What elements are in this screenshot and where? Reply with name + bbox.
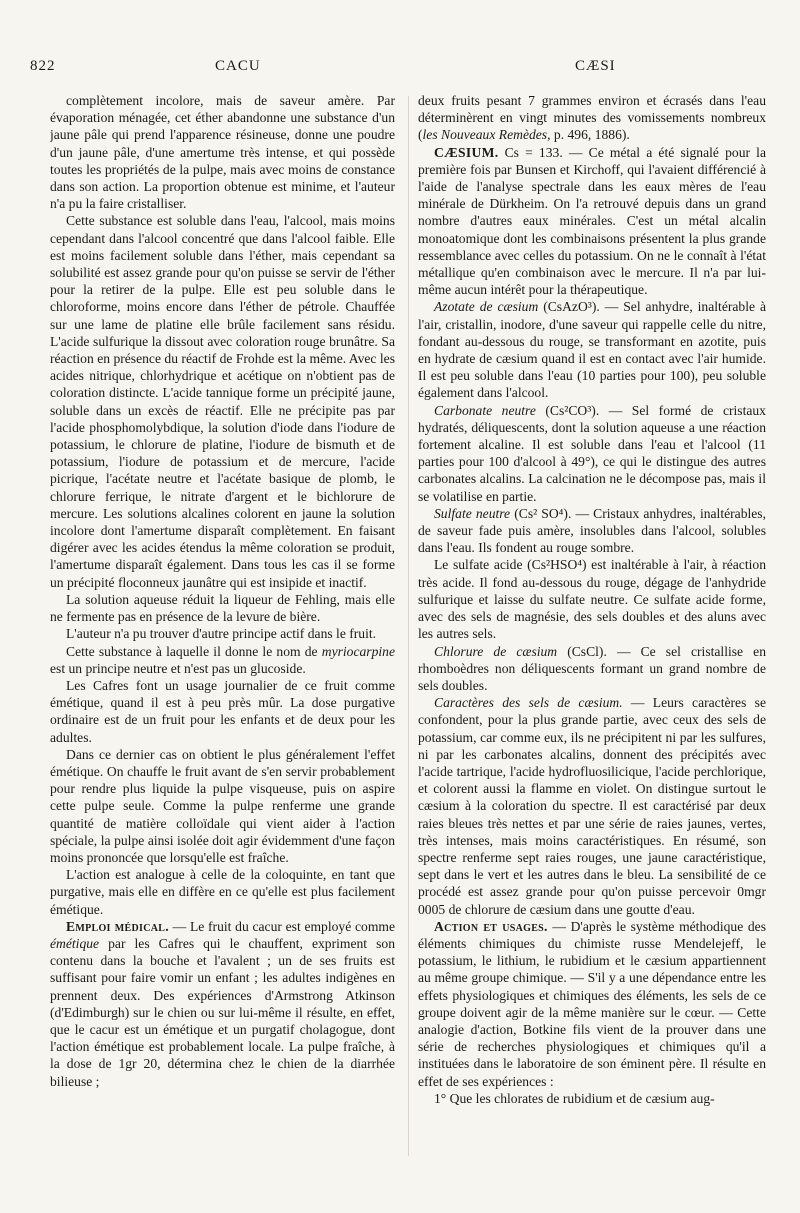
page-number: 822 [30,58,56,74]
paragraph-text: — Le fruit du cacur est employé comme [168,918,395,934]
left-running-head: CACU [215,58,261,74]
column-divider [408,96,409,1156]
entry-heading: CÆSIUM. [434,144,499,160]
paragraph [50,92,395,212]
paragraph [418,1090,766,1107]
paragraph-text: Dans ce dernier cas on obtient le plus généralement l'effet émétique. On chauffe le fruit avant de s'en servir probablement pour rendre plus liquide la pulpe visqueuse, puis on aspire cette pulpe seule. Comme la pulpe renferme une grande quantité de matière colloïdale qui vient aider à l'action spéciale, la pulpe ainsi isolée doit agir évidemment d'une façon moins prononcée que lorsqu'elle est fraîche. [50,746,395,865]
paragraph-text: L'action est analogue à celle de la coloquinte, en tant que purgative, mais elle en diffère en ce qu'elle est plus facilement émétique. [50,867,395,917]
paragraph-text: (CsCl). — Ce sel cristallise en rhomboèdres non déliquescents formant un grand nombre de sels doubles. [418,643,766,693]
paragraph-text: Cette substance à laquelle il donne le nom de [66,643,322,659]
paragraph-text: est un principe neutre et n'est pas un glucoside. [50,660,306,676]
running-header [30,58,770,80]
paragraph-text: deux fruits pesant 7 grammes environ et écrasés dans l'eau déterminèrent en vingt minutes des vomissements nombreux ( [418,93,766,143]
paragraph-text: complètement incolore, mais de saveur amère. Par évaporation ménagée, cet éther abandonne une substance d'un jaune pâle qui prend l'apparence résineuse, donne une poudre d'un jaune pâle, d'une amertume très intense, et qui possède toutes les propriétés de la pulpe, mais avec moins de constance dans son action. La proportion obtenue est minime, et l'auteur n'a pu la faire cristalliser. [50,93,395,212]
paragraph [418,505,766,557]
paragraph-text: (Cs²CO³). — Sel formé de cristaux hydratés, déliquescents, dont la solution aqueuse a une réaction fortement alcaline. Il est soluble dans l'eau et l'alcool (11 parties pour 100 d'alcool à 49°), ce qui le distingue des autres carbonates alcalins. La calcination ne le décompose pas, mais il se volatilise en partie. [418,402,766,504]
paragraph-text: — Leurs caractères se confondent, pour la plus grande partie, avec ceux des sels de potassium, car comme eux, ils ne précipitent ni par les sulfures, ni par les carbonates alcalins, donnent des précipités avec l'acide tartrique, l'acide hydrofluosilicique, l'acide perchlorique, et colorent aussi la flamme en violet. On distingue surtout le cæsium à la coloration du spectre. Il est caractérisé par deux raies bleues très nettes et par une série de raies jaunes, vertes, très intenses, mais moins caractéristiques. En résumé, son spectre renferme sept raies rouges, une jaune caractéristique, sept dans le vert et les autres dans le bleu. La sensibilité de ce procédé est assez grande pour qu'on puisse percevoir 0mgr 0005 de chlorure de cæsium dans une goutte d'eau. [418,695,766,917]
paragraph [50,866,395,918]
paragraph-text: La solution aqueuse réduit la liqueur de Fehling, mais elle ne fermente pas en présence de la levure de bière. [50,591,395,625]
paragraph-text: Cette substance est soluble dans l'eau, l'alcool, mais moins cependant dans l'alcool concentré que dans l'alcool faible. Elle est moins facilement soluble dans l'éther, mais cependant sa solubilité est assez grande pour qu'on puisse se servir de l'éther pour la retirer de la pulpe. Elle est peu soluble dans le chloroforme, moins encore dans l'éther de pétrole. Chauffée sur une lame de platine elle brûle facilement sans résidu. L'acide sulfurique la dissout avec coloration rouge brunâtre. Sa réaction en présence du réactif de Frohde est la même. Avec les acides nitrique, chlorhydrique et acétique on n'obtient pas de coloration distincte. L'acide tannique forme un précipité jaune, soluble dans un excès de réactif. Elle ne précipite pas par l'acide phosphomolybdique, la solution d'iode dans l'iodure de potassium, le chlorure de platine, l'iodure de bismuth et de potassium, l'iodure de potassium et de mercure, l'acide picrique, l'acétate neutre et l'acétate basique de plomb, le chlorure ferrique, le nitrate d'argent et le bichlorure de mercure. Les solutions alcalines colorent en jaune la solution incolore dont l'amertume disparaît complètement. En faisant digérer avec les acides étendus la même coloration se produit, l'amertume disparaît également. Dans tous les cas il se forme un précipité floconneux jaunâtre qui est insipide et inactif. [50,213,395,590]
paragraph-text: (CsAzO³). — Sel anhydre, inaltérable à l'air, cristallin, inodore, d'une saveur qui rappelle celle du nitre, fondant au-dessous du rouge, se transformant en azotite, puis en hydrate de cæsium quand il est en contact avec l'air humide. Il est peu soluble dans l'eau (10 parties pour 100), peu soluble également dans l'alcool. [418,299,766,401]
paragraph [50,918,395,1090]
paragraph [418,144,766,299]
italic-text: Caractères des sels de cæsium. [434,695,623,711]
right-running-head: CÆSI [575,58,616,74]
paragraph [418,92,766,144]
paragraph [50,591,395,625]
italic-text: Chlorure de cæsium [434,643,558,659]
paragraph [50,746,395,866]
paragraph-text: (Cs² SO⁴). — Cristaux anhydres, inaltérables, de saveur fade puis amère, insolubles dans l'alcool, solubles dans l'eau. Ils fondent au rouge sombre. [418,505,766,556]
paragraph [418,298,766,401]
paragraph [418,643,766,695]
paragraph-text: Le sulfate acide (Cs²HSO⁴) est inaltérable à l'air, à réaction très acide. Il fond au-dessous du rouge, dégage de l'anhydride sulfurique et laisse du sulfate neutre. Ce sulfate acide forme, avec des sels de magnésie, des sels doubles et des aluns avec les autres sels. [418,557,766,642]
left-text-column [50,92,395,1172]
paragraph-text: par les Cafres qui le chauffent, expriment son contenu dans la bouche et l'avalent ; un de ses fruits est suffisant pour faire vomir un enfant ; les adultes indigènes en prennent deux. Des expériences d'Armstrong Atkinson (d'Edimburgh) sur le chien ou sur lui-même il résulte, en effet, que le cacur est un émétique et un purgatif cholagogue, dont l'action émétique est probablement locale. La pulpe fraîche, à la dose de 1gr 20, détermina chez le chien de la diarrhée bilieuse ; [50,935,395,1089]
italic-text: Carbonate neutre [434,402,536,418]
italic-text: Sulfate neutre [434,505,511,521]
entry-heading: Emploi médical. [66,918,169,934]
paragraph-text: Cs = 133. — Ce métal a été signalé pour la première fois par Bunsen et Kirchoff, qui l'avaient différencié à l'aide de l'analyse spectrale dans les eaux mères de l'eau minérale de Dürkheim. On l'a retrouvé depuis dans un grand nombre d'autres eaux minérales. C'est un métal alcalin monoatomique dont les combinaisons présentent la plus grande ressemblance avec celles du potassium. On ne le connaît à l'état métallique qu'en combinaison avec le mercure. Il n'a par lui-même aucun intérêt pour la thérapeutique. [418,144,766,298]
entry-heading: Action et usages. [434,918,548,934]
paragraph [50,212,395,590]
italic-text: émétique [50,935,100,951]
italic-text: myriocarpine [321,643,395,659]
paragraph-text: L'auteur n'a pu trouver d'autre principe actif dans le fruit. [66,626,377,642]
paragraph [418,402,766,505]
paragraph-text: , p. 496, 1886). [547,127,630,143]
paragraph [50,643,395,677]
paragraph-text: — D'après le système méthodique des éléments chimiques du chimiste russe Mendelejeff, le potassium, le lithium, le rubidium et le cæsium appartiennent au même groupe chimique. — S'il y a une dépendance entre les effets physiologiques et chimiques des éléments, les sels de ce groupe doivent agir de la même manière sur le cœur. — Cette analogie d'action, Botkine fils vient de la prouver dans une série de recherches physiologiques et chimiques qu'il a instituées dans le laboratoire de son éminent père. Il résulte en effet de ses expériences : [418,918,766,1089]
paragraph [50,625,395,642]
paragraph-text: 1° Que les chlorates de rubidium et de cæsium aug- [434,1090,715,1106]
paragraph [50,677,395,746]
italic-text: les Nouveaux Remèdes [422,127,548,143]
paragraph [418,556,766,642]
right-text-column [418,92,766,1172]
paragraph [418,918,766,1090]
italic-text: Azotate de cæsium [434,299,539,315]
paragraph-text: Les Cafres font un usage journalier de ce fruit comme émétique, quand il est à peu près mûr. La dose purgative ordinaire est de un fruit pour les enfants et de deux pour les adultes. [50,677,395,745]
paragraph [418,694,766,918]
